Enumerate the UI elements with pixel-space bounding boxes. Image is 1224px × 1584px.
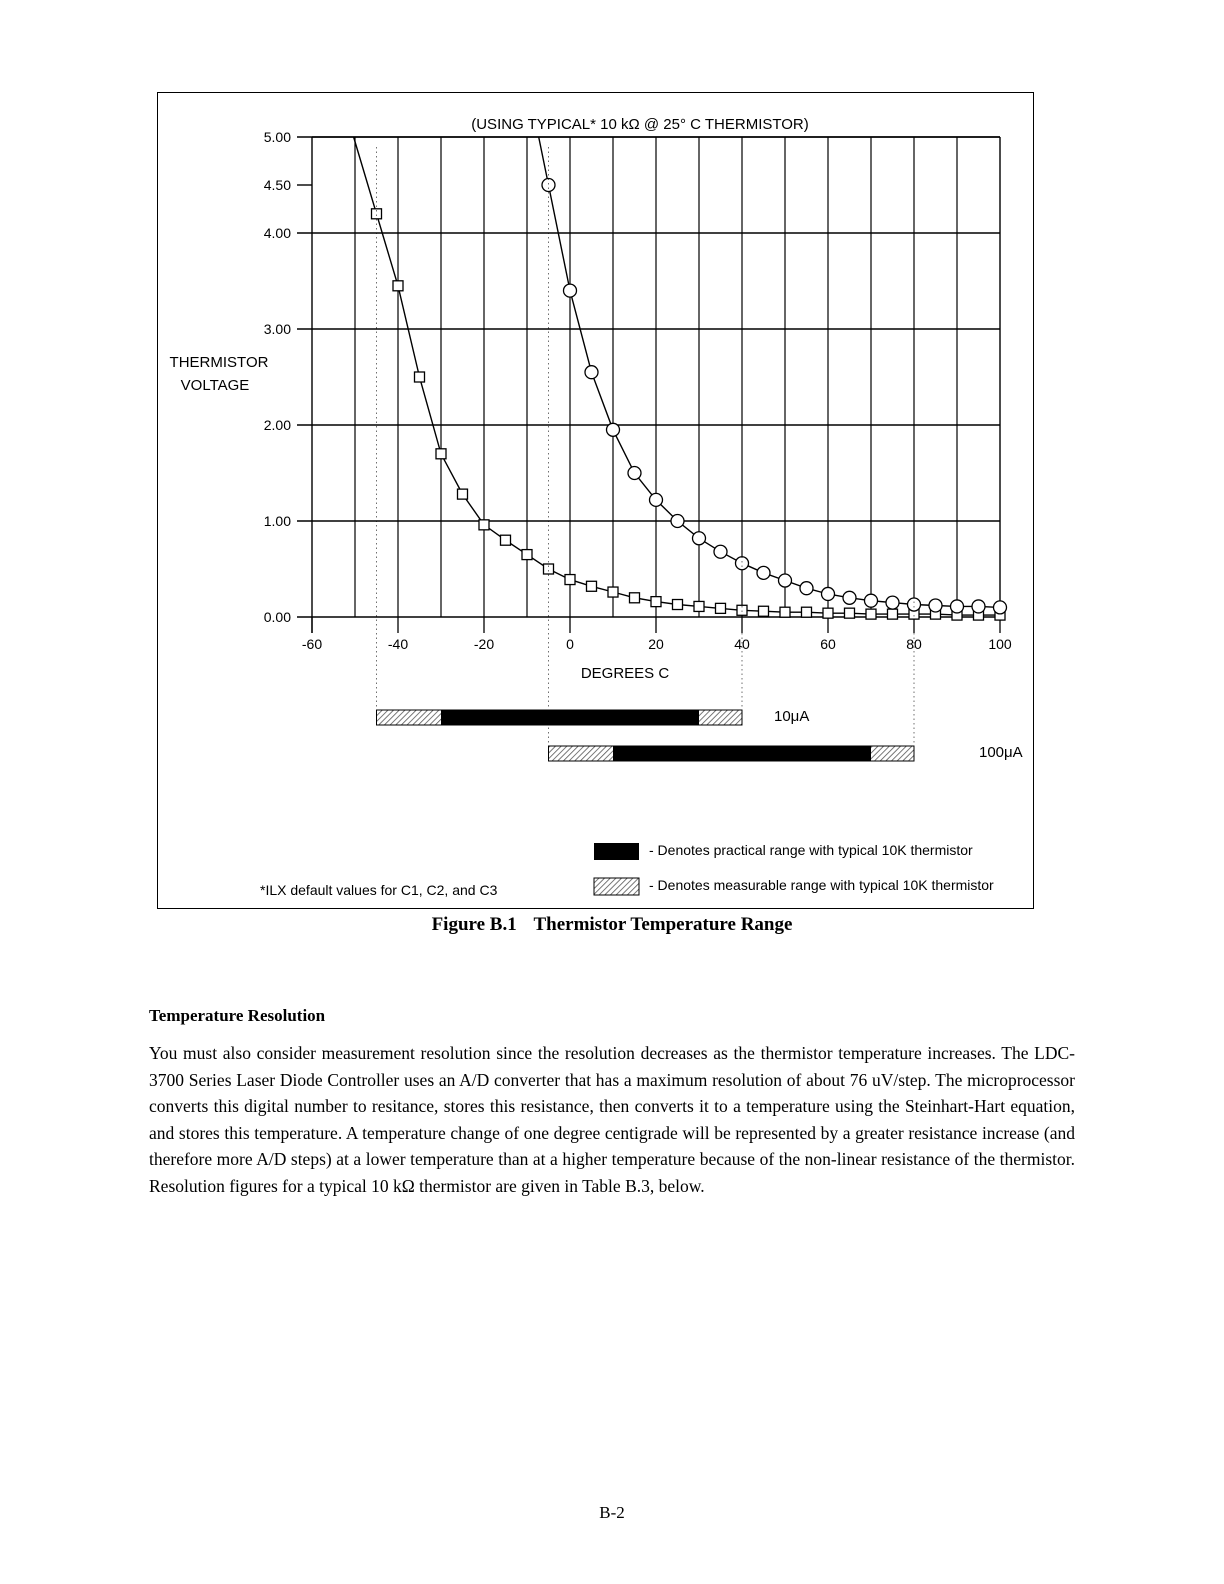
legend-practical-swatch — [594, 843, 639, 860]
data-point-square — [673, 600, 683, 610]
data-point-circle — [972, 600, 985, 613]
data-point-circle — [607, 423, 620, 436]
data-point-circle — [714, 545, 727, 558]
legend-measurable-text: - Denotes measurable range with typical 10K thermistor — [649, 877, 994, 893]
data-point-square — [608, 587, 618, 597]
series-line — [539, 137, 1000, 607]
data-point-circle — [564, 284, 577, 297]
legend-measurable-swatch — [594, 878, 639, 895]
data-point-square — [823, 608, 833, 618]
data-point-square — [458, 489, 468, 499]
data-point-circle — [865, 594, 878, 607]
y-tick-label: 5.00 — [263, 129, 291, 145]
data-point-circle — [542, 179, 555, 192]
practical-range-bar — [613, 746, 871, 761]
data-point-circle — [843, 591, 856, 604]
x-tick-label: 40 — [734, 636, 750, 652]
data-point-circle — [822, 587, 835, 600]
range-guide-lines — [377, 147, 915, 746]
data-point-circle — [800, 582, 813, 595]
bar-label-100ua: 100μA — [979, 744, 1023, 761]
data-point-square — [501, 535, 511, 545]
figure-number: Figure B.1 — [431, 914, 517, 935]
data-point-square — [802, 607, 812, 617]
data-point-square — [630, 593, 640, 603]
x-tick-label: -20 — [473, 636, 495, 652]
footnote: *ILX default values for C1, C2, and C3 — [260, 882, 498, 898]
data-point-circle — [671, 515, 684, 528]
data-point-square — [479, 520, 489, 530]
data-point-circle — [886, 596, 899, 609]
x-axis-label: DEGREES C — [580, 665, 670, 682]
x-tick-label: 100 — [988, 636, 1012, 652]
y-tick-label: 3.00 — [263, 321, 291, 337]
data-point-square — [415, 372, 425, 382]
data-point-square — [522, 550, 532, 560]
x-tick-label: -40 — [387, 636, 409, 652]
range-bars — [377, 710, 915, 761]
x-tick-label: 20 — [648, 636, 664, 652]
x-axis-ticks — [302, 617, 1012, 652]
legend-practical-text: - Denotes practical range with typical 10K thermistor — [649, 842, 973, 858]
series-line — [354, 137, 1000, 615]
figure-caption — [0, 914, 1224, 936]
data-point-square — [845, 608, 855, 618]
data-point-square — [565, 575, 575, 585]
data-point-circle — [994, 601, 1007, 614]
data-point-square — [780, 607, 790, 617]
y-tick-label: 1.00 — [263, 513, 291, 529]
y-tick-label: 2.00 — [263, 417, 291, 433]
x-tick-label: 0 — [566, 636, 574, 652]
data-point-square — [651, 597, 661, 607]
series-square — [354, 137, 1005, 620]
data-point-square — [716, 603, 726, 613]
page-number: B-2 — [599, 1503, 625, 1522]
data-point-circle — [628, 467, 641, 480]
data-point-circle — [585, 366, 598, 379]
practical-range-bar — [441, 710, 699, 725]
chart-title: (USING TYPICAL* 10 kΩ @ 25° C THERMISTOR) — [471, 116, 809, 133]
data-point-circle — [779, 574, 792, 587]
data-point-circle — [693, 532, 706, 545]
chart-grid — [297, 137, 1000, 633]
data-point-circle — [908, 598, 921, 611]
figure-title: Thermistor Temperature Range — [533, 914, 793, 935]
data-point-square — [587, 581, 597, 591]
y-tick-label: 4.50 — [263, 177, 291, 193]
data-point-circle — [757, 566, 770, 579]
section-heading: Temperature Resolution — [149, 1006, 326, 1025]
x-tick-label: 80 — [906, 636, 922, 652]
data-point-square — [694, 601, 704, 611]
data-point-square — [866, 609, 876, 619]
data-point-circle — [736, 557, 749, 570]
data-point-circle — [951, 600, 964, 613]
data-point-circle — [650, 493, 663, 506]
data-point-square — [393, 281, 403, 291]
x-tick-label: -60 — [301, 636, 323, 652]
bar-label-10ua: 10μA — [774, 708, 810, 725]
y-tick-label: 4.00 — [263, 225, 291, 241]
x-tick-label: 60 — [820, 636, 836, 652]
data-series — [354, 137, 1007, 620]
data-point-circle — [929, 599, 942, 612]
section-body: You must also consider measurement resolution since the resolution decreases as the thermistor temperature increases. The LDC-3700 Series Laser Diode Controller uses an A/D converter that has a maximum resolution of about 76 uV/step. The microprocessor converts this digital number to resitance, stores this resistance, then converts it to a temperature using the Steinhart-Hart equation, and stores this temperature. A temperature change of one degree centigrade will be represented by a greater resistance increase (and therefore more A/D steps) at a lower temperature than at a higher temperature because of the non-linear resistance of the thermistor. Resolution figures for a typical 10 kΩ thermistor are given in Table B.3, below. — [149, 1043, 1075, 1196]
data-point-square — [436, 449, 446, 459]
y-tick-label: 0.00 — [263, 609, 291, 625]
y-axis-ticks — [264, 129, 291, 625]
data-point-square — [888, 609, 898, 619]
data-point-square — [759, 606, 769, 616]
y-axis-label-line2: VOLTAGE — [180, 377, 250, 394]
y-axis-label-line1: THERMISTOR — [169, 354, 269, 371]
series-circle — [539, 137, 1007, 614]
